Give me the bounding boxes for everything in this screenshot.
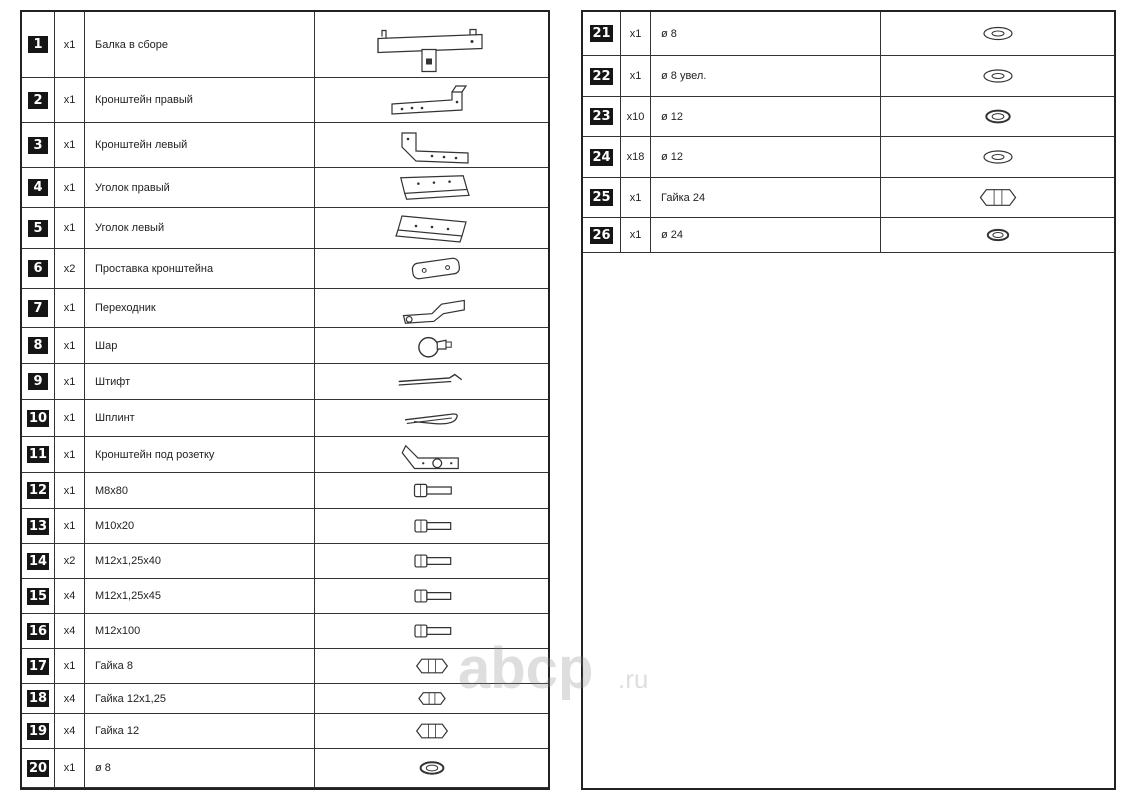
item-number-cell [22, 437, 55, 472]
item-quantity: x1 [55, 437, 85, 472]
nut-icon [938, 178, 1058, 217]
spring-washer-icon [372, 749, 492, 787]
item-number-badge: 23 [592, 109, 611, 124]
item-number-badge: 17 [28, 658, 48, 674]
item-number-cell [22, 614, 55, 648]
item-name: Кронштейн под розетку [85, 437, 315, 472]
item-drawing-cell [315, 579, 548, 613]
parts-row [22, 78, 548, 123]
item-name: ø 8 увел. [651, 56, 881, 96]
item-drawing-cell [315, 123, 548, 167]
item-number-badge: 7 [28, 300, 48, 317]
item-number-badge: 5 [28, 220, 48, 237]
item-number-cell [22, 208, 55, 248]
parts-row [583, 137, 1114, 178]
item-number-badge: 3 [28, 137, 48, 154]
item-name: ø 8 [85, 749, 315, 787]
item-name: M12x1,25x40 [85, 544, 315, 578]
item-drawing-cell [315, 78, 548, 122]
item-number-badge: 19 [28, 723, 48, 739]
parts-row [22, 168, 548, 208]
item-name: Гайка 24 [651, 178, 881, 217]
item-number-badge: 25 [592, 190, 611, 205]
parts-row [22, 714, 548, 749]
item-number-cell [22, 749, 55, 787]
item-name: Шар [85, 328, 315, 363]
item-number-badge: 11 [28, 447, 48, 462]
spacer-plate-icon [372, 249, 492, 288]
parts-row [22, 579, 548, 614]
item-drawing-cell [881, 56, 1114, 96]
item-number-cell [22, 400, 55, 436]
item-quantity: x4 [55, 684, 85, 713]
item-drawing-cell [315, 249, 548, 288]
item-drawing-cell [881, 137, 1114, 177]
item-name: Кронштейн левый [85, 123, 315, 167]
item-quantity: x10 [621, 97, 651, 136]
item-name: M12x100 [85, 614, 315, 648]
item-drawing-cell [315, 749, 548, 787]
item-drawing-cell [315, 12, 548, 77]
item-number-cell [22, 684, 55, 713]
item-quantity: x1 [55, 123, 85, 167]
bolt-icon [372, 473, 492, 508]
tow-ball-icon [372, 328, 492, 363]
empty-area [583, 253, 1114, 788]
item-number-cell [22, 473, 55, 508]
item-number-cell [22, 544, 55, 578]
watermark-suffix: .ru [618, 664, 649, 694]
item-number-badge: 15 [28, 588, 48, 604]
item-number-badge: 2 [28, 92, 48, 109]
spring-washer-icon [938, 218, 1058, 252]
item-quantity: x1 [55, 473, 85, 508]
item-drawing-cell [315, 714, 548, 748]
item-name: Переходник [85, 289, 315, 327]
item-drawing-cell [315, 400, 548, 436]
item-number-cell [583, 137, 621, 177]
parts-row [22, 509, 548, 544]
item-quantity: x2 [55, 249, 85, 288]
parts-row [22, 289, 548, 328]
parts-row [22, 473, 548, 509]
bolt-icon [372, 579, 492, 613]
item-number-badge: 10 [28, 410, 48, 426]
item-number-cell [22, 649, 55, 683]
item-drawing-cell [881, 12, 1114, 55]
item-number-badge: 4 [28, 179, 48, 196]
item-name: ø 8 [651, 12, 881, 55]
item-drawing-cell [315, 473, 548, 508]
parts-row [22, 400, 548, 437]
item-name: M10x20 [85, 509, 315, 543]
item-quantity: x1 [55, 208, 85, 248]
item-name: Уголок правый [85, 168, 315, 207]
parts-row [22, 437, 548, 473]
parts-row [583, 218, 1114, 253]
item-number-cell [22, 78, 55, 122]
item-number-badge: 8 [28, 337, 48, 354]
item-quantity: x1 [55, 168, 85, 207]
parts-row [583, 12, 1114, 56]
abcp-watermark [458, 640, 668, 700]
item-name: Штифт [85, 364, 315, 399]
item-name: Гайка 8 [85, 649, 315, 683]
item-quantity: x4 [55, 714, 85, 748]
item-name: ø 12 [651, 97, 881, 136]
bracket-right-icon [372, 78, 492, 122]
item-quantity: x1 [55, 78, 85, 122]
item-quantity: x1 [55, 749, 85, 787]
item-number-cell [22, 328, 55, 363]
item-name: M8x80 [85, 473, 315, 508]
item-quantity: x1 [55, 289, 85, 327]
item-number-badge: 26 [592, 227, 611, 243]
item-number-badge: 21 [592, 26, 611, 41]
item-number-badge: 24 [592, 149, 611, 165]
watermark-brand: abcp [458, 640, 594, 700]
item-drawing-cell [315, 289, 548, 327]
item-number-badge: 1 [28, 36, 48, 53]
angle-left-icon [372, 208, 492, 248]
item-number-badge: 14 [28, 553, 48, 569]
parts-row [22, 328, 548, 364]
item-number-cell [583, 218, 621, 252]
washer-icon [938, 56, 1058, 96]
item-drawing-cell [315, 208, 548, 248]
parts-row [22, 544, 548, 579]
item-number-badge: 9 [28, 373, 48, 390]
item-quantity: x4 [55, 579, 85, 613]
item-number-cell [22, 364, 55, 399]
parts-row [22, 12, 548, 78]
item-number-cell [22, 509, 55, 543]
cotter-pin-icon [372, 400, 492, 436]
bolt-icon [372, 509, 492, 543]
item-name: Проставка кронштейна [85, 249, 315, 288]
item-number-cell [583, 56, 621, 96]
item-quantity: x1 [621, 218, 651, 252]
item-quantity: x18 [621, 137, 651, 177]
spring-washer-icon [938, 97, 1058, 136]
item-number-badge: 13 [28, 518, 48, 534]
parts-row [22, 749, 548, 788]
washer-icon [938, 12, 1058, 55]
item-name: ø 24 [651, 218, 881, 252]
socket-bracket-icon [372, 437, 492, 472]
item-number-badge: 6 [28, 260, 48, 277]
item-name: Гайка 12x1,25 [85, 684, 315, 713]
bolt-icon [372, 544, 492, 578]
item-quantity: x1 [55, 12, 85, 77]
item-quantity: x1 [55, 649, 85, 683]
item-name: M12x1,25x45 [85, 579, 315, 613]
item-drawing-cell [881, 178, 1114, 217]
item-number-cell [22, 289, 55, 327]
item-number-cell [583, 97, 621, 136]
parts-row [583, 56, 1114, 97]
parts-row [22, 123, 548, 168]
item-number-cell [22, 12, 55, 77]
item-number-badge: 12 [28, 483, 48, 498]
item-quantity: x1 [621, 12, 651, 55]
item-number-cell [583, 178, 621, 217]
item-quantity: x1 [55, 509, 85, 543]
adapter-icon [372, 289, 492, 327]
item-name: Кронштейн правый [85, 78, 315, 122]
item-drawing-cell [315, 168, 548, 207]
washer-icon [938, 137, 1058, 177]
item-quantity: x1 [55, 364, 85, 399]
nut-icon [372, 714, 492, 748]
item-name: ø 12 [651, 137, 881, 177]
item-number-cell [583, 12, 621, 55]
item-quantity: x4 [55, 614, 85, 648]
item-name: Уголок левый [85, 208, 315, 248]
parts-row [583, 97, 1114, 137]
item-name: Гайка 12 [85, 714, 315, 748]
item-drawing-cell [315, 437, 548, 472]
item-number-cell [22, 249, 55, 288]
pin-icon [372, 364, 492, 399]
item-drawing-cell [315, 328, 548, 363]
item-number-cell [22, 123, 55, 167]
parts-row [22, 249, 548, 289]
item-number-badge: 16 [28, 623, 48, 639]
item-drawing-cell [315, 364, 548, 399]
item-drawing-cell [881, 97, 1114, 136]
item-number-badge: 18 [28, 691, 48, 706]
item-drawing-cell [315, 544, 548, 578]
item-quantity: x1 [621, 56, 651, 96]
item-quantity: x1 [621, 178, 651, 217]
parts-row [583, 178, 1114, 218]
item-number-cell [22, 168, 55, 207]
item-name: Шплинт [85, 400, 315, 436]
item-drawing-cell [315, 509, 548, 543]
beam-assembly-icon [372, 12, 492, 77]
bracket-left-icon [372, 123, 492, 167]
item-number-badge: 20 [28, 760, 48, 776]
item-quantity: x1 [55, 400, 85, 436]
item-number-cell [22, 579, 55, 613]
item-quantity: x2 [55, 544, 85, 578]
item-name: Балка в сборе [85, 12, 315, 77]
item-drawing-cell [881, 218, 1114, 252]
parts-row [22, 208, 548, 249]
item-number-cell [22, 714, 55, 748]
angle-right-icon [372, 168, 492, 207]
parts-row [22, 364, 548, 400]
item-quantity: x1 [55, 328, 85, 363]
item-number-badge: 22 [592, 68, 611, 84]
